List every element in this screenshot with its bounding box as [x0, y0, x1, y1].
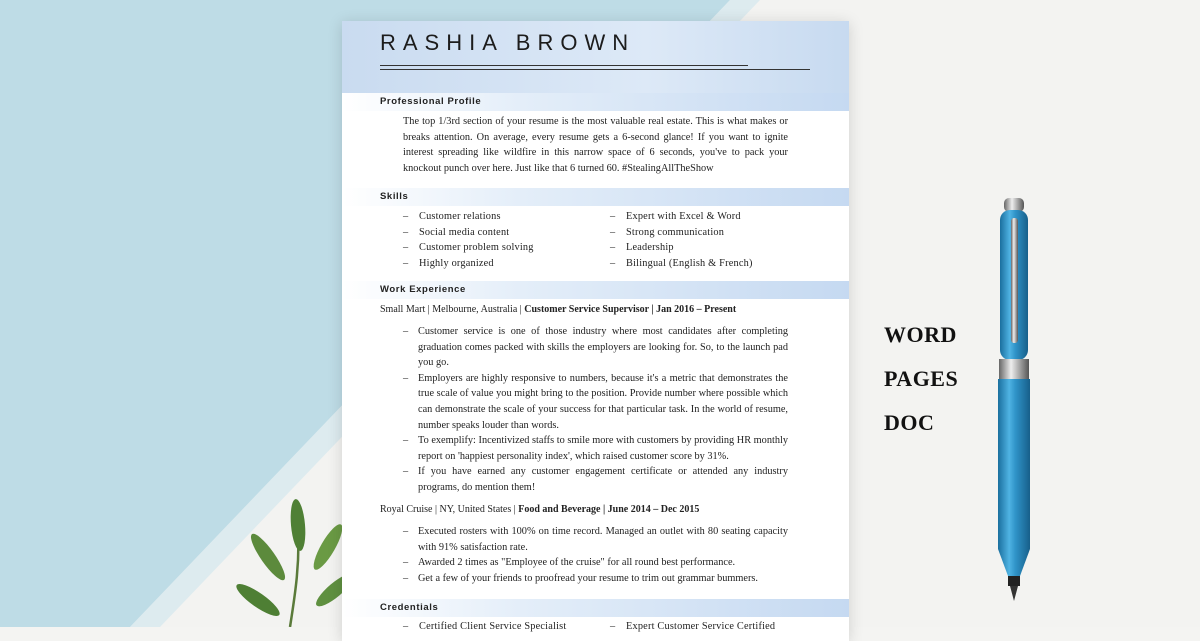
format-label-doc: DOC	[884, 410, 935, 435]
section-heading-credentials: Credentials	[380, 602, 439, 613]
job-header	[380, 304, 736, 315]
credential-item: – Certified Client Service Specialist	[403, 619, 566, 635]
job-dates: | Jan 2016 – Present	[648, 304, 737, 315]
job-bullets	[403, 324, 788, 496]
section-heading-skills: Skills	[380, 191, 409, 202]
resume-document	[342, 21, 849, 641]
job-company: Royal Cruise | NY, United States |	[380, 504, 519, 515]
job-company: Small Mart | Melbourne, Australia |	[380, 304, 525, 315]
skill-item: – Strong communication	[610, 225, 753, 241]
skills-list-right	[610, 209, 753, 271]
job-bullet: – Customer service is one of those industry where most candidates after completing graduation comes packed with skills the employers are looking for. So, to the launch pad you go.	[403, 324, 788, 371]
skill-item: – Social media content	[403, 225, 534, 241]
skill-item: – Highly organized	[403, 256, 534, 272]
job-bullet: – Employers are highly responsive to numbers, because it's a metric that demonstrates the true scale of value you might bring to the position. Provide number where possible which can demonstrate the scale of your success for that particular task. In the world of resume, number speaks louder than words.	[403, 371, 788, 433]
job-bullet: – If you have earned any customer engagement certificate or attended any industry programs, do mention them!	[403, 464, 788, 495]
job-dates: | June 2014 – Dec 2015	[600, 504, 700, 515]
skill-item: – Customer relations	[403, 209, 534, 225]
format-label-word: WORD	[884, 322, 957, 347]
resume-name: RASHIA BROWN	[380, 30, 636, 55]
format-label-pages: PAGES	[884, 366, 959, 391]
job-header	[380, 504, 699, 515]
job-bullet: – Awarded 2 times as "Employee of the cruise" for all round best performance.	[403, 555, 788, 571]
skill-item: – Customer problem solving	[403, 240, 534, 256]
header-rule	[380, 69, 810, 70]
job-bullet: – To exemplify: Incentivized staffs to smile more with customers by providing HR monthly report on 'happiest personality index', which raised customer score by 31%.	[403, 433, 788, 464]
job-bullet: – Get a few of your friends to proofread your resume to trim out grammar bummers.	[403, 571, 788, 587]
skill-item: – Bilingual (English & French)	[610, 256, 753, 272]
job-bullet: – Executed rosters with 100% on time record. Managed an outlet with 80 seating capacity with 91% satisfaction rate.	[403, 524, 788, 555]
job-title: Food and Beverage	[518, 504, 601, 515]
pen-icon	[990, 196, 1040, 606]
credential-item: – Expert Customer Service Certified	[610, 619, 775, 635]
section-heading-profile: Professional Profile	[380, 96, 482, 107]
skill-item: – Expert with Excel & Word	[610, 209, 753, 225]
skills-list-left	[403, 209, 534, 271]
job-title: Customer Service Supervisor	[524, 304, 649, 315]
job-bullets	[403, 524, 788, 586]
profile-text: The top 1/3rd section of your resume is the most valuable real estate. This is what makes or breaks attention. On average, every resume gets a 6-second glance! If you want to ignite interest spreading like wildfire in this narrow space of 6 seconds, you've to pack your knockout punch over here. Just like that 6 turned 60. #StealingAllTheShow	[403, 116, 788, 174]
header-rule	[380, 65, 748, 66]
section-heading-work: Work Experience	[380, 284, 466, 295]
section-band-skills	[342, 188, 849, 206]
skill-item: – Leadership	[610, 240, 753, 256]
